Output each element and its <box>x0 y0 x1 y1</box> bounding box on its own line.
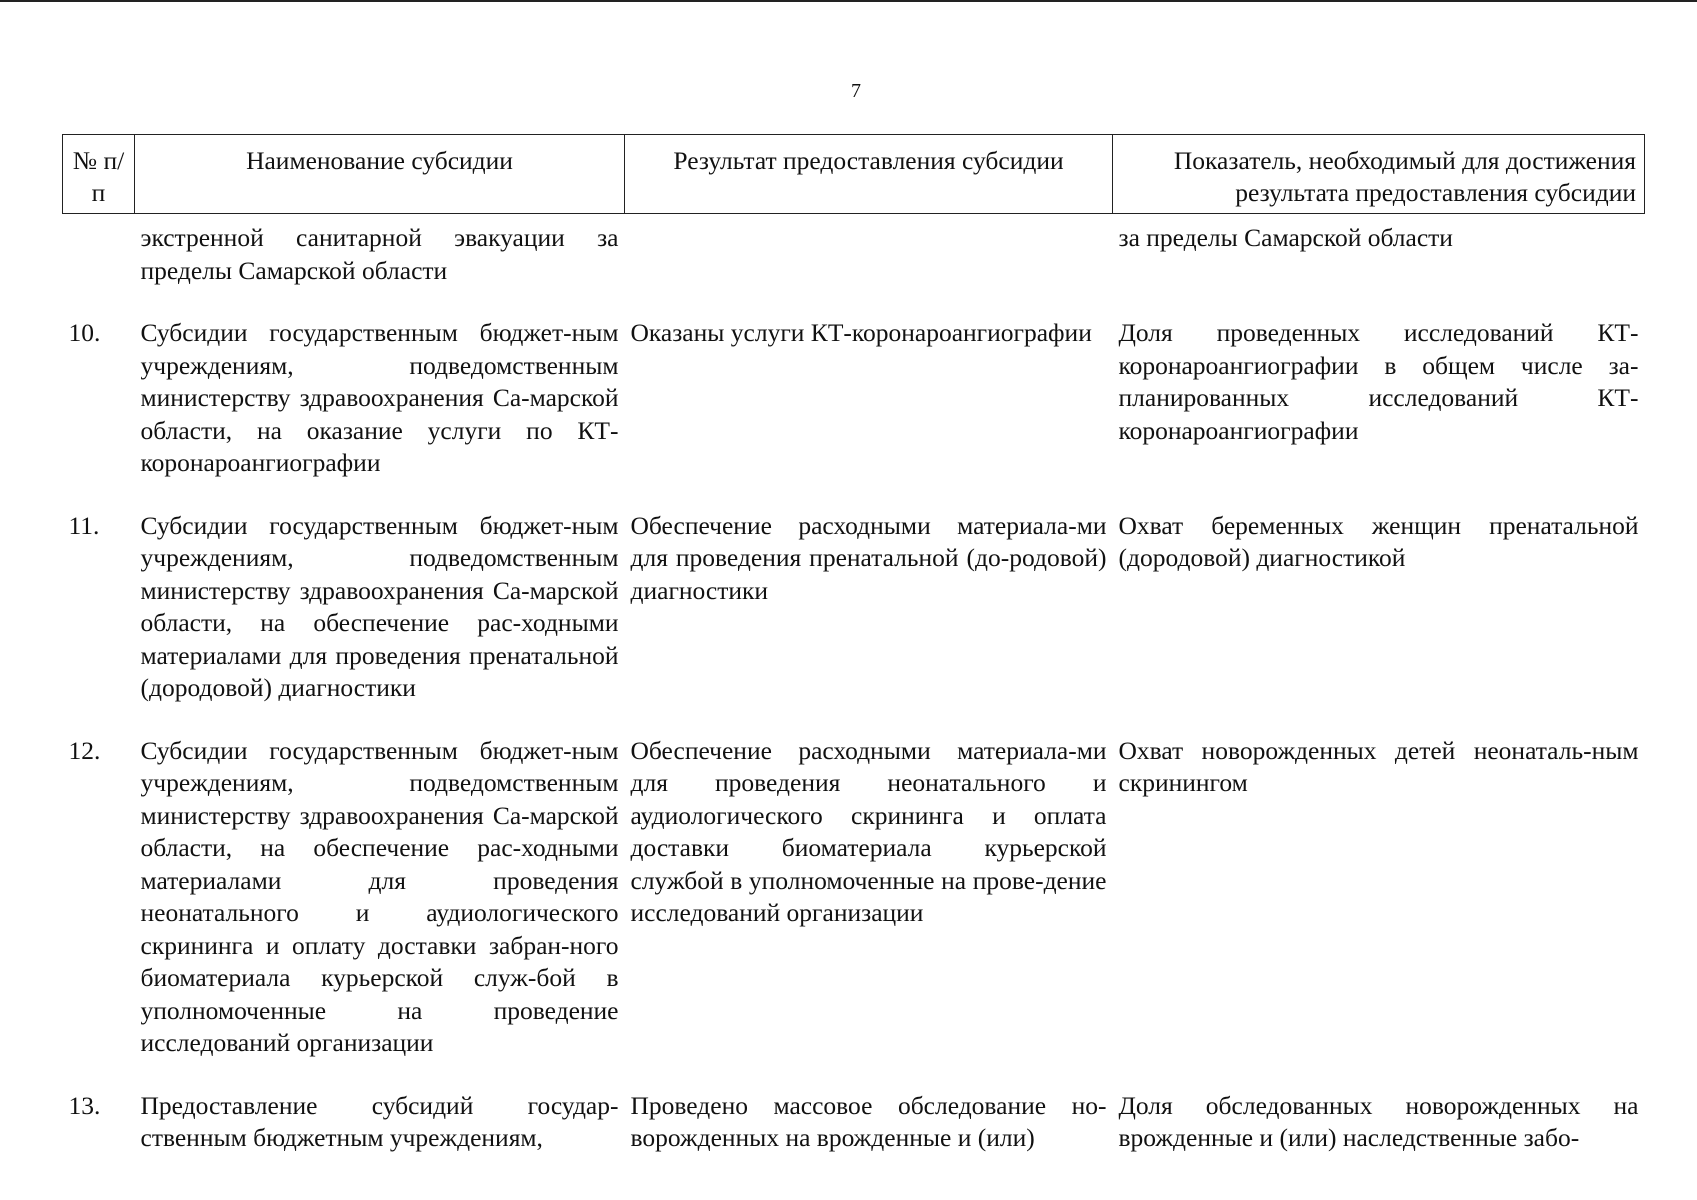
subsidy-table <box>62 134 1645 1165</box>
table-row <box>63 1070 1645 1165</box>
top-border-line <box>0 0 1697 2</box>
row-subsidy-result: Оказаны услуги КТ-коронароангиографии <box>630 318 1092 347</box>
table-row <box>63 297 1645 490</box>
page-number: 7 <box>851 80 861 102</box>
header-subsidy-result: Результат предоставления субсидии <box>625 135 1113 214</box>
header-indicator: Показатель, необходимый для достижения результата предоставления субсидии <box>1113 135 1645 214</box>
row-subsidy-name: Субсидии государственным бюджет-ным учреждениям, подведомственным министерству здравоохранения Са-марской области, на обеспечение рас-ходными материалами для проведения неонатального и аудиологического скрининга и оплату доставки забран-ного биоматериала курьерской служ-бой в уполномоченные на проведение исследований организации <box>140 735 619 1057</box>
row-number: 10. <box>68 318 101 347</box>
row-number: 11. <box>68 510 100 540</box>
table-row <box>63 715 1645 1070</box>
table-row <box>63 214 1645 298</box>
header-number: № п/п <box>63 135 135 214</box>
row-subsidy-name: Предоставление субсидий государ-ственным бюджетным учреждениям, <box>140 1090 619 1152</box>
row-number: 13. <box>68 1090 101 1120</box>
row-subsidy-name: экстренной санитарной эвакуации за пределы Самарской области <box>140 223 619 285</box>
row-indicator: Доля проведенных исследований КТ-коронароангиографии в общем числе за-планированных исследований КТ-коронароангиографии <box>1118 318 1639 445</box>
row-subsidy-result: Обеспечение расходными материала-ми для проведения пренатальной (до-родовой) диагностики <box>630 510 1107 605</box>
row-subsidy-result: Проведено массовое обследование но-ворожденных на врожденные и (или) <box>630 1090 1107 1152</box>
header-subsidy-name: Наименование субсидии <box>135 135 625 214</box>
row-subsidy-name: Субсидии государственным бюджет-ным учреждениям, подведомственным министерству здравоохранения Са-марской области, на обеспечение рас-ходными материалами для проведения пренатальной (дородовой) диагностики <box>140 510 619 702</box>
row-subsidy-result <box>625 214 1113 298</box>
row-indicator: Доля обследованных новорожденных на врожденные и (или) наследственные забо- <box>1118 1090 1639 1152</box>
row-subsidy-name: Субсидии государственным бюджет-ным учреждениям, подведомственным министерству здравоохранения Са-марской области, на оказание услуги по КТ-коронароангиографии <box>140 318 619 477</box>
row-indicator: Охват беременных женщин пренатальной (дородовой) диагностикой <box>1118 510 1639 572</box>
row-number: 12. <box>68 735 101 765</box>
table-row <box>63 490 1645 715</box>
row-indicator: Охват новорожденных детей неонаталь-ным скринингом <box>1118 735 1639 797</box>
row-subsidy-result: Обеспечение расходными материала-ми для проведения неонатального и аудиологического скрининга и оплата доставки биоматериала курьерской службой в уполномоченные на прове-дение исследований организации <box>630 735 1107 927</box>
row-indicator: за пределы Самарской области <box>1118 223 1453 252</box>
row-number <box>63 214 135 298</box>
table-header-row <box>63 135 1645 214</box>
